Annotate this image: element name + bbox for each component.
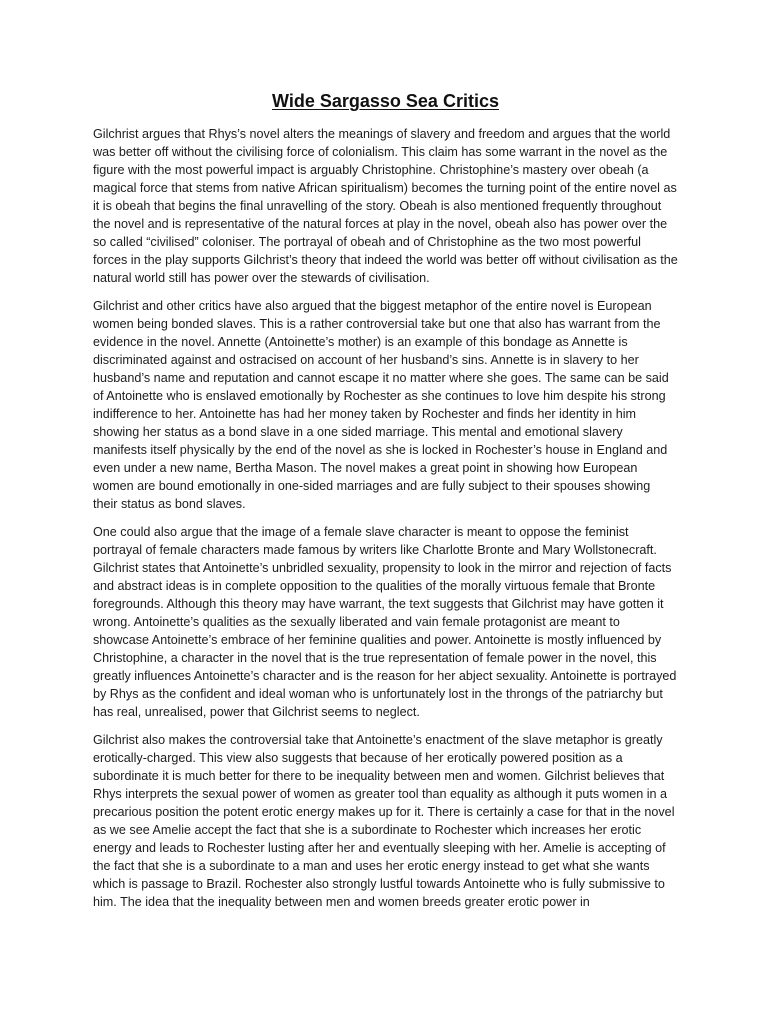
paragraph-4: Gilchrist also makes the controversial take that Antoinette’s enactment of the slave metaphor is greatly erotically-charged. This view also suggests that because of her erotically powered position as a subordinate it is much better for there to be inequality between men and women. Gilchrist believes that Rhys interprets the sexual power of women as greater tool than equality as although it puts women in a precarious position the potent erotic energy makes up for it. There is certainly a case for that in the novel as we see Amelie accept the fact that she is a subordinate to Rochester which increases her erotic energy and leads to Rochester lusting after her and eventually sleeping with her. Amelie is accepting of the fact that she is a subordinate to a man and uses her erotic energy instead to get what she wants which is passage to Brazil. Rochester also strongly lustful towards Antoinette who is fully submissive to him. The idea that the inequality between men and women breeds greater erotic power in xyxy=(93,733,675,909)
document-title: Wide Sargasso Sea Critics xyxy=(272,91,499,111)
paragraph-1: Gilchrist argues that Rhys’s novel alters the meanings of slavery and freedom and argues that the world was better off without the civilising force of colonialism. This claim has some warrant in the novel as the figure with the most powerful impact is arguably Christophine. Christophine’s mastery over obeah (a magical force that stems from native African spiritualism) becomes the turning point of the entire novel as it is obeah that begins the final unravelling of the story. Obeah is also mentioned frequently throughout the novel and is representative of the natural forces at play in the novel, obeah also has power over the so called “civilised” coloniser. The portrayal of obeah and of Christophine as the two most powerful forces in the play supports Gilchrist’s theory that indeed the world was better off without civilisation as the natural world still has power over the stewards of civilisation. xyxy=(93,127,678,285)
paragraph-2: Gilchrist and other critics have also argued that the biggest metaphor of the entire novel is European women being bonded slaves. This is a rather controversial take but one that also has warrant from the evidence in the novel. Annette (Antoinette’s mother) is an example of this bondage as Annette is discriminated against and ostracised on account of her husband’s sins. Annette is in slavery to her husband’s name and reputation and cannot escape it no matter where she goes. The same can be said of Antoinette who is enslaved emotionally by Rochester as she continues to love him despite his strong indifference to her. Antoinette has had her money taken by Rochester and finds her identity in him showing her status as a bond slave in a one sided marriage. This mental and emotional slavery manifests itself physically by the end of the novel as she is locked in Rochester’s house in England and even under a new name, Bertha Mason. The novel makes a great point in showing how European women are bound emotionally in one-sided marriages and are fully subject to their spouses showing their status as bond slaves. xyxy=(93,299,669,511)
paragraph-3: One could also argue that the image of a female slave character is meant to oppose the feminist portrayal of female characters made famous by writers like Charlotte Bronte and Mary Wollstonecraft. Gilchrist states that Antoinette’s unbridled sexuality, propensity to look in the mirror and rejection of facts and abstract ideas is in complete opposition to the qualities of the morally virtuous female that Bronte foregrounds. Although this theory may have warrant, the text suggests that Gilchrist may have gotten it wrong. Antoinette’s qualities as the sexually liberated and vain female protagonist are meant to showcase Antoinette’s embrace of her feminine qualities and power. Antoinette is mostly influenced by Christophine, a character in the novel that is the true representation of female power in the novel, this greatly influences Antoinette’s character and is the reason for her abject sexuality. Antoinette is portrayed by Rhys as the confident and ideal woman who is unfortunately lost in the throngs of the patriarchy but has real, unrealised, power that Gilchrist seems to neglect. xyxy=(93,525,677,719)
